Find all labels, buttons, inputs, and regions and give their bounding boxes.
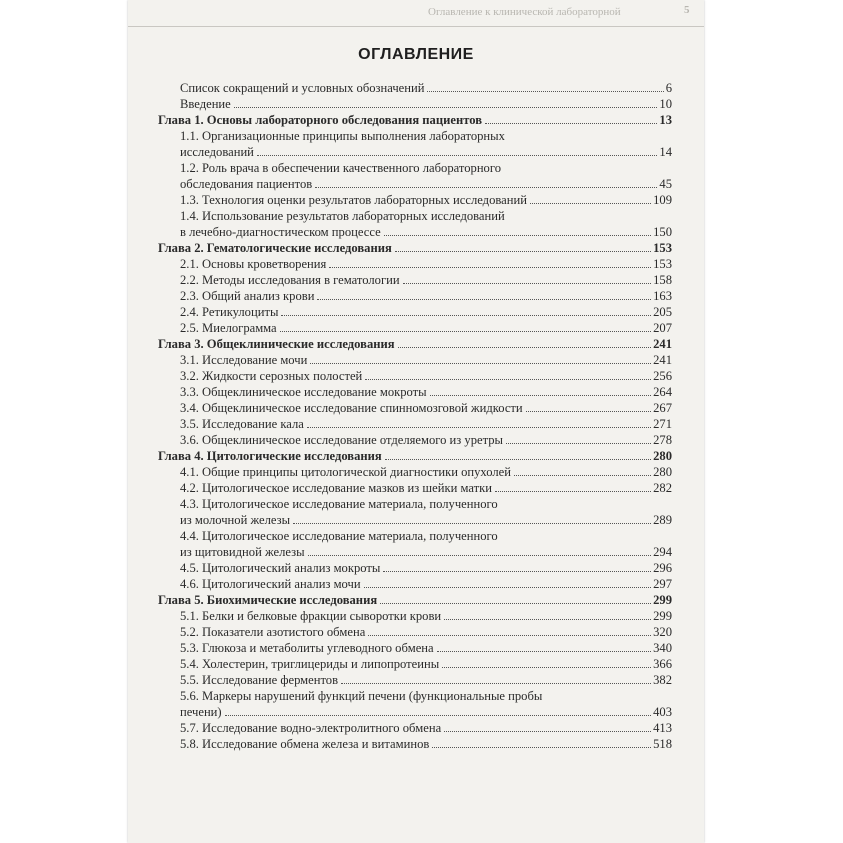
toc-entry-line: [180, 144, 672, 160]
toc-page-number: 13: [659, 113, 672, 127]
toc-page-number: 150: [653, 225, 672, 239]
toc-entry[interactable]: [158, 160, 672, 192]
toc-page-number: 158: [653, 273, 672, 287]
toc-entry-text: 2.2. Методы исследования в гематологии: [180, 273, 400, 287]
toc-entry-line: [180, 464, 672, 480]
toc-entry[interactable]: [158, 720, 672, 736]
toc-entry-line: [180, 432, 672, 448]
toc-page-number: 518: [653, 737, 672, 751]
toc-entry-text: 4.6. Цитологический анализ мочи: [180, 577, 361, 591]
toc-entry-line: [180, 96, 672, 112]
toc-page-number: 241: [653, 353, 672, 367]
toc-entry-line: [158, 240, 672, 256]
toc-entry[interactable]: [158, 80, 672, 96]
table-of-contents: [158, 80, 672, 752]
dot-leader: [485, 123, 657, 124]
toc-entry-text: 2.1. Основы кроветворения: [180, 257, 327, 271]
toc-page-number: 289: [653, 513, 672, 527]
dot-leader: [368, 635, 651, 636]
toc-entry-text: Глава 3. Общеклинические исследования: [158, 337, 395, 351]
dot-leader: [341, 683, 651, 684]
toc-entry-text: печени): [180, 705, 222, 719]
toc-entry[interactable]: [158, 368, 672, 384]
toc-entry-line: [180, 480, 672, 496]
toc-entry-text: Список сокращений и условных обозначений: [180, 81, 425, 95]
toc-entry-line: [180, 720, 672, 736]
toc-entry-text: 3.1. Исследование мочи: [180, 353, 308, 367]
toc-entry[interactable]: [158, 432, 672, 448]
dot-leader: [329, 267, 651, 268]
dot-leader: [384, 235, 651, 236]
toc-entry-line: [180, 272, 672, 288]
dot-leader: [383, 571, 651, 572]
dot-leader: [395, 251, 651, 252]
toc-page-number: 340: [653, 641, 672, 655]
dot-leader: [506, 443, 651, 444]
dot-leader: [257, 155, 657, 156]
dot-leader: [307, 427, 651, 428]
toc-page-number: 403: [653, 705, 672, 719]
toc-page-number: 163: [653, 289, 672, 303]
running-head-title: Оглавление к клинической лабораторной: [428, 6, 621, 18]
toc-entry[interactable]: [158, 608, 672, 624]
toc-entry[interactable]: [158, 272, 672, 288]
toc-entry-text: 1.2. Роль врача в обеспечении качественного лабораторного: [180, 161, 502, 175]
toc-entry-text: 5.4. Холестерин, триглицериды и липопротеины: [180, 657, 440, 671]
dot-leader: [430, 395, 651, 396]
toc-entry-line: [180, 624, 672, 640]
dot-leader: [403, 283, 652, 284]
toc-entry[interactable]: [158, 496, 672, 528]
page-title: ОГЛАВЛЕНИЕ: [358, 46, 474, 63]
dot-leader: [514, 475, 651, 476]
toc-page-number: 207: [653, 321, 672, 335]
toc-entry-line: [180, 256, 672, 272]
running-head-page-number: 5: [684, 4, 690, 16]
toc-page-number: 297: [653, 577, 672, 591]
toc-page-number: 14: [659, 145, 672, 159]
toc-page-number: 282: [653, 481, 672, 495]
toc-entry-text: 4.3. Цитологическое исследование материала, полученного: [180, 497, 498, 511]
toc-entry-text: 3.4. Общеклиническое исследование спинномозговой жидкости: [180, 401, 523, 415]
toc-entry-text: из щитовидной железы: [180, 545, 305, 559]
toc-entry-line: [180, 608, 672, 624]
toc-entry-line: [158, 112, 672, 128]
toc-entry-line: [158, 592, 672, 608]
toc-entry-text: 5.1. Белки и белковые фракции сыворотки крови: [180, 609, 442, 623]
toc-page-number: 241: [653, 337, 672, 351]
toc-entry-text: 1.1. Организационные принципы выполнения лабораторных: [180, 129, 505, 143]
toc-page-number: 413: [653, 721, 672, 735]
toc-entry[interactable]: [158, 192, 672, 208]
toc-entry[interactable]: [158, 464, 672, 480]
toc-page-number: 264: [653, 385, 672, 399]
toc-entry[interactable]: [158, 256, 672, 272]
toc-chapter-entry[interactable]: [158, 112, 672, 128]
dot-leader: [385, 459, 651, 460]
toc-entry[interactable]: [158, 560, 672, 576]
toc-page-number: 280: [653, 449, 672, 463]
dot-leader: [427, 91, 663, 92]
toc-page-number: 256: [653, 369, 672, 383]
dot-leader: [364, 587, 652, 588]
toc-page-number: 278: [653, 433, 672, 447]
toc-entry-line: [158, 336, 672, 352]
toc-entry[interactable]: [158, 288, 672, 304]
dot-leader: [526, 411, 651, 412]
toc-entry-text: в лечебно-диагностическом процессе: [180, 225, 381, 239]
toc-page-number: 299: [653, 593, 672, 607]
toc-page-number: 366: [653, 657, 672, 671]
toc-entry[interactable]: [158, 672, 672, 688]
toc-entry[interactable]: [158, 416, 672, 432]
toc-page-number: 294: [653, 545, 672, 559]
toc-entry-line: [180, 80, 672, 96]
toc-page-number: 267: [653, 401, 672, 415]
toc-entry-line: [180, 176, 672, 192]
toc-entry-line: [180, 384, 672, 400]
toc-entry-line: [180, 672, 672, 688]
toc-entry-text: 5.2. Показатели азотистого обмена: [180, 625, 366, 639]
toc-page-number: 109: [653, 193, 672, 207]
toc-entry-text: 1.3. Технология оценки результатов лабораторных исследований: [180, 193, 527, 207]
toc-entry-text: исследований: [180, 145, 254, 159]
dot-leader: [442, 667, 651, 668]
toc-entry[interactable]: [158, 352, 672, 368]
toc-entry-line: [180, 192, 672, 208]
toc-entry-line: [180, 640, 672, 656]
toc-entry[interactable]: [158, 736, 672, 752]
toc-entry[interactable]: [158, 208, 672, 240]
dot-leader: [365, 379, 651, 380]
dot-leader: [317, 299, 651, 300]
toc-page-number: 382: [653, 673, 672, 687]
toc-entry-text: 5.3. Глюкоза и метаболиты углеводного обмена: [180, 641, 434, 655]
toc-page-number: 10: [659, 97, 672, 111]
toc-entry-text: 5.8. Исследование обмена железа и витаминов: [180, 737, 430, 751]
toc-entry-line: [180, 512, 672, 528]
dot-leader: [444, 731, 651, 732]
toc-chapter-entry[interactable]: [158, 592, 672, 608]
toc-entry[interactable]: [158, 480, 672, 496]
toc-entry-text: 3.6. Общеклиническое исследование отделяемого из уретры: [180, 433, 504, 447]
dot-leader: [281, 315, 651, 316]
toc-entry-line: [180, 304, 672, 320]
toc-entry-text: Введение: [180, 97, 231, 111]
toc-page-number: 45: [659, 177, 672, 191]
toc-entry-text: 2.5. Миелограмма: [180, 321, 277, 335]
dot-leader: [280, 331, 651, 332]
running-head: [128, 0, 704, 27]
toc-entry-text: Глава 5. Биохимические исследования: [158, 593, 378, 607]
dot-leader: [530, 203, 651, 204]
toc-entry[interactable]: [158, 688, 672, 720]
toc-entry-text: 3.2. Жидкости серозных полостей: [180, 369, 363, 383]
toc-page-number: 280: [653, 465, 672, 479]
toc-entry-line: [180, 320, 672, 336]
toc-entry[interactable]: [158, 528, 672, 560]
toc-entry-line: [180, 560, 672, 576]
toc-entry-line: [180, 224, 672, 240]
toc-page-number: 271: [653, 417, 672, 431]
toc-page-number: 296: [653, 561, 672, 575]
toc-entry[interactable]: [158, 576, 672, 592]
toc-entry[interactable]: [158, 320, 672, 336]
toc-page-number: 205: [653, 305, 672, 319]
dot-leader: [380, 603, 651, 604]
toc-entry-text: из молочной железы: [180, 513, 291, 527]
toc-entry-line: [180, 704, 672, 720]
toc-entry-line: [158, 448, 672, 464]
toc-page-number: 320: [653, 625, 672, 639]
dot-leader: [444, 619, 651, 620]
toc-entry-line: [180, 544, 672, 560]
toc-entry-text: 4.5. Цитологический анализ мокроты: [180, 561, 381, 575]
toc-page-number: 153: [653, 257, 672, 271]
toc-entry[interactable]: [158, 640, 672, 656]
book-page: [128, 0, 704, 843]
toc-chapter-entry[interactable]: [158, 240, 672, 256]
toc-entry-text: Глава 4. Цитологические исследования: [158, 449, 382, 463]
toc-entry-text: 4.2. Цитологическое исследование мазков из шейки матки: [180, 481, 492, 495]
dot-leader: [310, 363, 651, 364]
toc-chapter-entry[interactable]: [158, 336, 672, 352]
dot-leader: [315, 187, 657, 188]
toc-entry[interactable]: [158, 96, 672, 112]
toc-entry-text: 3.3. Общеклиническое исследование мокроты: [180, 385, 427, 399]
toc-entry-line: [180, 736, 672, 752]
toc-entry[interactable]: [158, 656, 672, 672]
dot-leader: [308, 555, 652, 556]
toc-page-number: 153: [653, 241, 672, 255]
toc-entry-line: [180, 288, 672, 304]
toc-entry-text: 5.7. Исследование водно-электролитного обмена: [180, 721, 442, 735]
dot-leader: [495, 491, 651, 492]
toc-entry-text: 4.4. Цитологическое исследование материала, полученного: [180, 529, 498, 543]
toc-entry-text: Глава 1. Основы лабораторного обследования пациентов: [158, 113, 483, 127]
toc-entry-line: [180, 352, 672, 368]
toc-entry-line: [180, 368, 672, 384]
toc-entry-line: [180, 416, 672, 432]
toc-entry-text: 2.3. Общий анализ крови: [180, 289, 315, 303]
toc-entry[interactable]: [158, 384, 672, 400]
dot-leader: [293, 523, 651, 524]
dot-leader: [432, 747, 651, 748]
toc-entry-line: [180, 576, 672, 592]
dot-leader: [225, 715, 651, 716]
toc-entry-text: 3.5. Исследование кала: [180, 417, 304, 431]
toc-entry[interactable]: [158, 128, 672, 160]
toc-page-number: 6: [665, 81, 672, 95]
toc-entry[interactable]: [158, 400, 672, 416]
dot-leader: [398, 347, 652, 348]
dot-leader: [234, 107, 658, 108]
toc-entry-text: 5.6. Маркеры нарушений функций печени (функциональные пробы: [180, 689, 543, 703]
dot-leader: [437, 651, 651, 652]
toc-entry[interactable]: [158, 624, 672, 640]
toc-entry-text: 2.4. Ретикулоциты: [180, 305, 279, 319]
toc-entry-text: 5.5. Исследование ферментов: [180, 673, 339, 687]
toc-page-number: 299: [653, 609, 672, 623]
toc-entry-text: Глава 2. Гематологические исследования: [158, 241, 392, 255]
toc-entry-text: 4.1. Общие принципы цитологической диагностики опухолей: [180, 465, 511, 479]
toc-entry-text: обследования пациентов: [180, 177, 313, 191]
toc-chapter-entry[interactable]: [158, 448, 672, 464]
toc-entry-line: [180, 656, 672, 672]
toc-entry[interactable]: [158, 304, 672, 320]
toc-entry-line: [180, 400, 672, 416]
toc-entry-text: 1.4. Использование результатов лабораторных исследований: [180, 209, 505, 223]
